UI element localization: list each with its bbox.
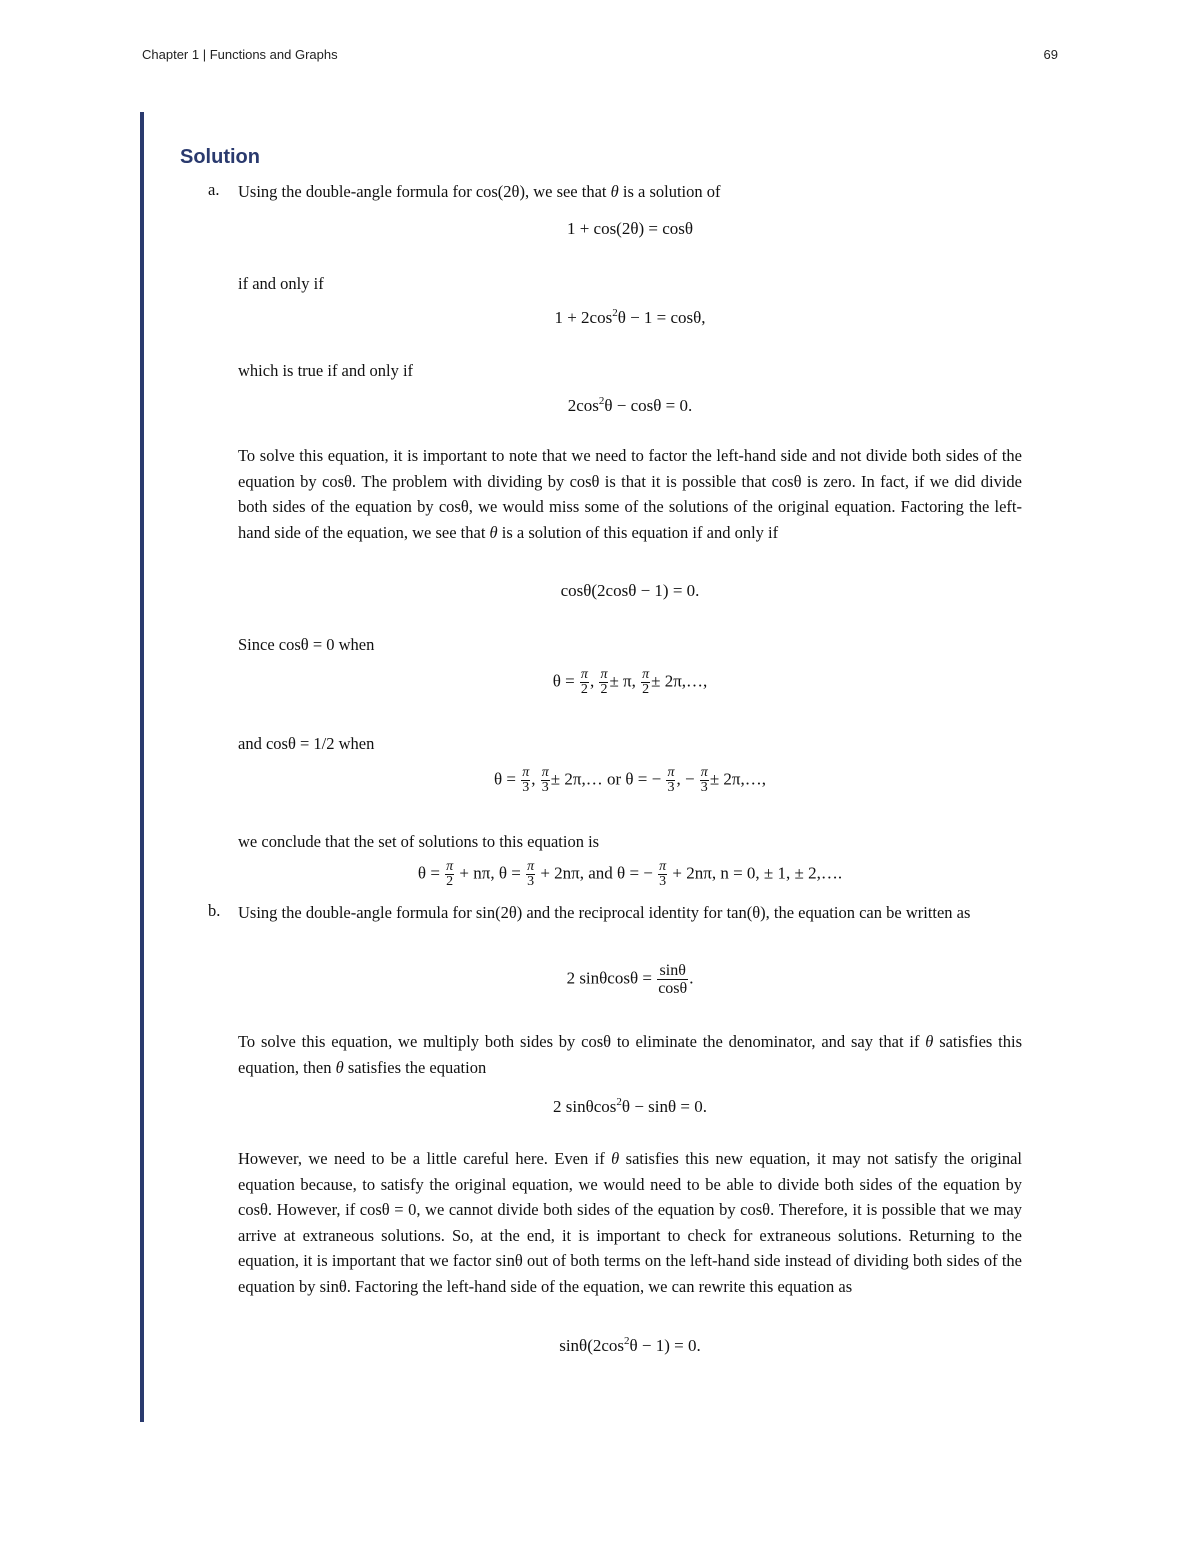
part-b-intro: Using the double-angle formula for sin(2θ) and the reciprocal identity for tan(θ), the equation can be written as bbox=[238, 903, 971, 922]
text-since: Since cosθ = 0 when bbox=[238, 635, 375, 654]
equation-a5: θ = $\frac{\pi}{2}$ , $\frac{\pi}{2}$ ± π, $\frac{\pi}{2}$ ± 2π,…, bbox=[552, 667, 708, 697]
example-sidebar-bar bbox=[140, 112, 144, 1422]
page-number: 69 bbox=[1043, 47, 1058, 62]
part-a-marker: a. bbox=[208, 180, 220, 199]
equation-a6: θ = $\frac{\pi}{3}$ , $\frac{\pi}{3}$ ± 2π,… or θ = − $\frac{\pi}{3}$ , − $\frac{\pi}{3}$ ± 2π,…, bbox=[494, 765, 766, 795]
chapter-title: Chapter 1 | Functions and Graphs bbox=[142, 47, 338, 62]
paragraph-b2: However, we need to be a little careful here. Even if θ satisfies this new equation, it may not satisfy the original equation because, to satisfy the original equation, we would need to be able to divide both sides of the equation by cosθ. However, if cosθ = 0, we cannot divide both sides of the equation by cosθ. Therefore, it is possible that we may arrive at extraneous solutions. So, at the end, it is important to check for extraneous solutions. Returning to the equation, it is important that we factor sinθ out of both terms on the left-hand side instead of dividing both sides of the equation by sinθ. Factoring the left-hand side of the equation, we can rewrite this equation as bbox=[238, 1149, 1022, 1296]
equation-a7: θ = $\frac{\pi}{2}$ + nπ, θ = $\frac{\pi}{3}$ + 2nπ, and θ = − $\frac{\pi}{3}$ + 2nπ, n = 0, ± 1, ± 2,…. bbox=[417, 859, 843, 889]
equation-a4: cosθ(2cosθ − 1) = 0. bbox=[560, 581, 700, 600]
equation-b2: 2 sinθcos$^2$θ − sinθ = 0. bbox=[553, 1096, 707, 1116]
part-a-intro: Using the double-angle formula for cos(2θ), we see that θ is a solution of bbox=[238, 182, 721, 201]
paragraph-b1: To solve this equation, we multiply both sides by cosθ to eliminate the denominator, and say that if θ satisfies this equation, then θ satisfies the equation bbox=[238, 1032, 1023, 1077]
solution-heading: Solution bbox=[180, 146, 260, 168]
equation-b1: 2 sinθcosθ = $\frac{\sin\theta}{\cos\theta}$ . bbox=[566, 962, 694, 997]
paragraph-a1: To solve this equation, it is important to note that we need to factor the left-hand side and not divide both sides of the equation by cosθ. The problem with dividing by cosθ is that it is possible that cosθ is zero. In fact, if we did divide both sides of the equation by cosθ, we would miss some of the solutions of the original equation. Factoring the left-hand side of the equation, we see that θ is a solution of this equation if and only if bbox=[238, 446, 1023, 542]
equation-a2: $1 + 2\cos^2\theta - 1 = \cos\theta$, bbox=[554, 307, 706, 327]
equation-a1: 1 + cos(2θ) = cosθ bbox=[566, 219, 694, 238]
equation-b3: $\sin\theta(2\cos^2\theta - 1) = 0$. bbox=[559, 1335, 701, 1355]
text-which-true: which is true if and only if bbox=[238, 361, 414, 380]
text-and: and cosθ = 1/2 when bbox=[238, 734, 375, 753]
equation-a3: $2\cos^2\theta - \cos\theta = 0$. bbox=[567, 395, 693, 415]
page-header bbox=[142, 47, 1058, 62]
text-conclude: we conclude that the set of solutions to this equation is bbox=[238, 832, 600, 851]
math-cos2theta: cos(2θ), bbox=[475, 182, 530, 201]
text-iff: if and only if bbox=[238, 274, 324, 293]
part-b-marker: b. bbox=[208, 901, 221, 920]
